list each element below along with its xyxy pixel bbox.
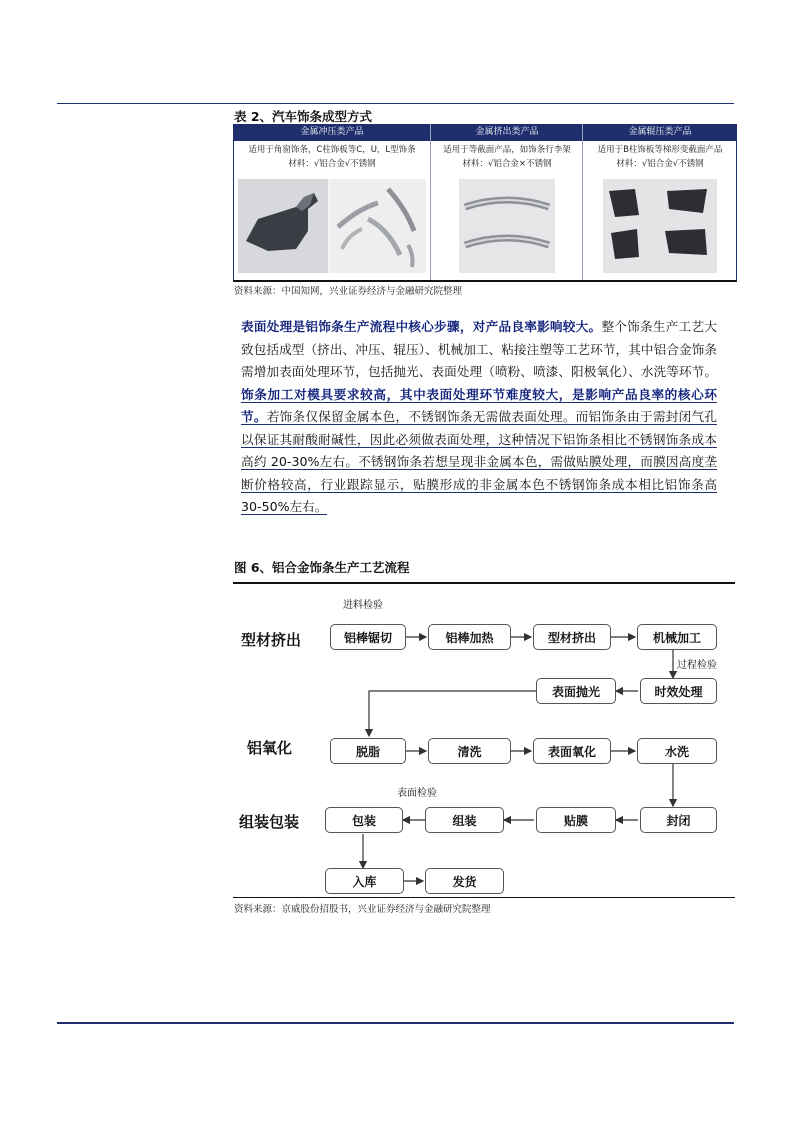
header-rule [57, 103, 734, 104]
step-aging: 时效处理 [640, 678, 717, 704]
step-polish: 表面抛光 [536, 678, 616, 704]
step-extrude: 型材挤出 [533, 624, 611, 650]
para-text: 整个饰条生产工艺大致包括成型（挤出、冲压、辊压）、机械加工、粘接注塑等工艺环节，其中铝合金饰条需增加表面处理环节，包括抛光、表面处理（喷粉、喷漆、阳极氧化）、水洗等环节。 [241, 319, 718, 379]
step-oxidize: 表面氧化 [533, 738, 611, 764]
table-col-rolling [582, 124, 737, 280]
step-assemble: 组装 [425, 807, 504, 833]
table-title: 表 2、汽车饰条成型方式 [234, 109, 373, 124]
section-assembly: 组装包装 [239, 813, 300, 831]
table-material: 材料：√铝合金√不锈钢 [288, 159, 376, 169]
section-oxidation: 铝氧化 [247, 739, 293, 757]
rolling-product-image [603, 179, 717, 273]
body-paragraph [241, 316, 717, 519]
figure-title: 图 6、铝合金饰条生产工艺流程 [234, 560, 410, 575]
table-col-extrusion [430, 124, 583, 280]
step-wash: 水洗 [637, 738, 717, 764]
table-desc: 适用于等截面产品，如饰条行李架 [443, 145, 571, 155]
table-col-stamping [234, 124, 430, 280]
step-degrease: 脱脂 [330, 738, 406, 764]
table-header: 金属冲压类产品 [234, 124, 430, 141]
note-surface-inspection: 表面检验 [397, 788, 437, 799]
section-extrusion: 型材挤出 [241, 631, 302, 649]
step-clean: 清洗 [428, 738, 511, 764]
table-material: 材料：√铝合金√不锈钢 [616, 159, 704, 169]
step-heat: 铝棒加热 [428, 624, 511, 650]
para-underlined: 若饰条仅保留金属本色，不锈钢饰条无需做表面处理。而铝饰条由于需封闭气孔以保证其耐酸耐碱性，因此必须做表面处理，这种情况下铝饰条相比不锈钢饰条成本高约 20-30%左右。 [241, 409, 718, 469]
forming-table [233, 124, 737, 282]
step-saw: 铝棒锯切 [330, 624, 406, 650]
extrusion-product-image [459, 179, 555, 273]
note-process-inspection: 过程检验 [677, 660, 717, 671]
figure-source: 资料来源：京威股份招股书，兴业证券经济与金融研究院整理 [234, 904, 491, 915]
table-desc: 适用于角窗饰条，C柱饰板等C，U，L型饰条 [248, 145, 416, 155]
figure-bottom-rule [233, 897, 735, 898]
table-desc: 适用于B柱饰板等梯形变截面产品 [597, 145, 723, 155]
footer-rule [57, 1022, 734, 1024]
para-underlined: 不锈钢饰条若想呈现非金属本色，需做贴膜处理，而膜因高度垄断价格较高，行业跟踪显示，贴膜形成的非金属本色不锈钢饰条成本相比铝饰条高 30-50%左右。 [241, 454, 717, 514]
step-seal: 封闭 [640, 807, 717, 833]
table-header: 金属挤出类产品 [431, 124, 583, 141]
note-incoming-inspection: 进料检验 [343, 600, 383, 611]
para-lead: 表面处理是铝饰条生产流程中核心步骤，对产品良率影响较大。 [241, 319, 602, 334]
step-ship: 发货 [425, 868, 504, 894]
step-pack: 包装 [325, 807, 403, 833]
table-material: 材料：√铝合金×不锈钢 [462, 159, 552, 169]
step-store: 入库 [325, 868, 404, 894]
step-machining: 机械加工 [637, 624, 717, 650]
stamping-product-image [238, 179, 426, 273]
table-source: 资料来源：中国知网，兴业证券经济与金融研究院整理 [234, 286, 463, 297]
step-film: 贴膜 [536, 807, 616, 833]
table-header: 金属辊压类产品 [583, 124, 737, 141]
process-flowchart [233, 584, 735, 896]
para-emphasis: 饰条加工对模具要求较高，其中表面处理环节难度较大，是影响产品良率的核心环节。 [241, 386, 717, 424]
